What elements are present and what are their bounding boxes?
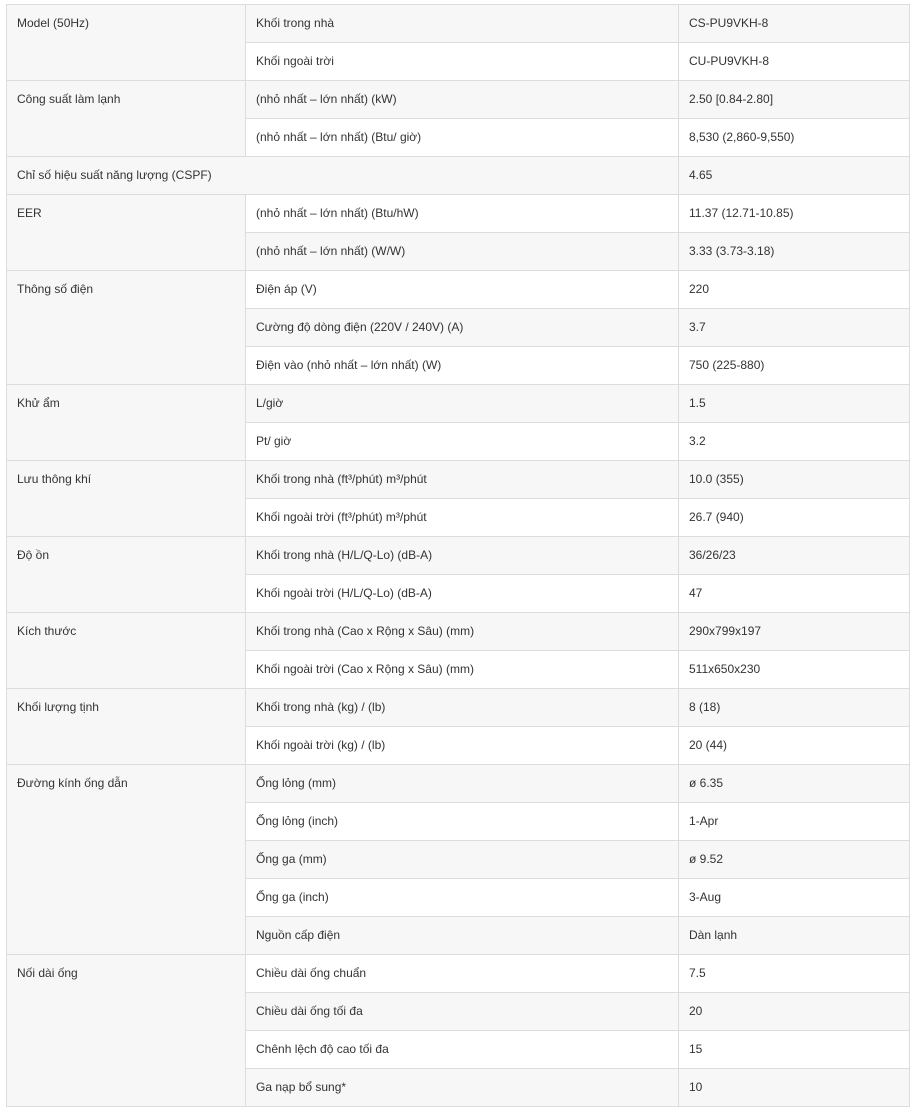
spec-item-value: 15 xyxy=(679,1031,910,1069)
spec-group-label: Công suất làm lạnh xyxy=(7,81,246,157)
table-row xyxy=(7,271,910,309)
spec-item-label: Ống ga (mm) xyxy=(246,841,679,879)
spec-group-label: Nối dài ống xyxy=(7,955,246,1107)
table-row xyxy=(7,955,910,993)
spec-group-label: Kích thước xyxy=(7,613,246,689)
spec-item-label: Khối ngoài trời (kg) / (lb) xyxy=(246,727,679,765)
spec-group-label: Model (50Hz) xyxy=(7,5,246,81)
spec-item-value: 3.33 (3.73-3.18) xyxy=(679,233,910,271)
spec-item-label: (nhỏ nhất – lớn nhất) (Btu/hW) xyxy=(246,195,679,233)
spec-item-value: 1.5 xyxy=(679,385,910,423)
spec-item-value: 8,530 (2,860-9,550) xyxy=(679,119,910,157)
spec-item-value: Dàn lạnh xyxy=(679,917,910,955)
spec-item-label: (nhỏ nhất – lớn nhất) (W/W) xyxy=(246,233,679,271)
spec-item-value: 3-Aug xyxy=(679,879,910,917)
spec-group-label: Đường kính ống dẫn xyxy=(7,765,246,955)
table-row xyxy=(7,5,910,43)
spec-item-label: Ống ga (inch) xyxy=(246,879,679,917)
spec-item-value: CU-PU9VKH-8 xyxy=(679,43,910,81)
table-row xyxy=(7,461,910,499)
spec-item-value: ø 9.52 xyxy=(679,841,910,879)
spec-group-label: Khối lượng tịnh xyxy=(7,689,246,765)
spec-item-value: ø 6.35 xyxy=(679,765,910,803)
spec-item-label: Nguồn cấp điện xyxy=(246,917,679,955)
spec-item-value: 220 xyxy=(679,271,910,309)
spec-item-value: 2.50 [0.84-2.80] xyxy=(679,81,910,119)
spec-item-label: Khối ngoài trời (ft³/phút) m³/phút xyxy=(246,499,679,537)
spec-item-label: Khối ngoài trời (Cao x Rộng x Sâu) (mm) xyxy=(246,651,679,689)
spec-item-value: 1-Apr xyxy=(679,803,910,841)
spec-item-value: 47 xyxy=(679,575,910,613)
spec-item-value: 7.5 xyxy=(679,955,910,993)
spec-item-value: 3.7 xyxy=(679,309,910,347)
spec-item-value: 3.2 xyxy=(679,423,910,461)
spec-item-label: Khối trong nhà (H/L/Q-Lo) (dB-A) xyxy=(246,537,679,575)
spec-table xyxy=(6,4,910,1107)
spec-item-label: Khối trong nhà (ft³/phút) m³/phút xyxy=(246,461,679,499)
spec-item-value: 8 (18) xyxy=(679,689,910,727)
spec-item-label: Khối trong nhà (Cao x Rộng x Sâu) (mm) xyxy=(246,613,679,651)
table-row xyxy=(7,765,910,803)
spec-item-value: 10.0 (355) xyxy=(679,461,910,499)
spec-item-value: 10 xyxy=(679,1069,910,1107)
table-row xyxy=(7,689,910,727)
table-row xyxy=(7,81,910,119)
spec-item-value: 36/26/23 xyxy=(679,537,910,575)
spec-item-label: Chiều dài ống chuẩn xyxy=(246,955,679,993)
spec-item-label: Khối trong nhà xyxy=(246,5,679,43)
spec-item-label: (nhỏ nhất – lớn nhất) (kW) xyxy=(246,81,679,119)
spec-table-body xyxy=(7,5,910,1107)
spec-item-label: (nhỏ nhất – lớn nhất) (Btu/ giờ) xyxy=(246,119,679,157)
spec-item-label: Cường độ dòng điện (220V / 240V) (A) xyxy=(246,309,679,347)
spec-item-label: Chiều dài ống tối đa xyxy=(246,993,679,1031)
spec-item-value: 750 (225-880) xyxy=(679,347,910,385)
spec-item-value: 11.37 (12.71-10.85) xyxy=(679,195,910,233)
spec-item-label: Pt/ giờ xyxy=(246,423,679,461)
table-row xyxy=(7,537,910,575)
spec-group-label: Lưu thông khí xyxy=(7,461,246,537)
spec-item-label: Khối ngoài trời (H/L/Q-Lo) (dB-A) xyxy=(246,575,679,613)
spec-group-label: EER xyxy=(7,195,246,271)
spec-item-label: Điện vào (nhỏ nhất – lớn nhất) (W) xyxy=(246,347,679,385)
spec-item-label: Khối ngoài trời xyxy=(246,43,679,81)
spec-item-label: Ống lỏng (mm) xyxy=(246,765,679,803)
table-row xyxy=(7,613,910,651)
spec-item-label: Chênh lệch độ cao tối đa xyxy=(246,1031,679,1069)
spec-item-value: CS-PU9VKH-8 xyxy=(679,5,910,43)
table-row xyxy=(7,157,910,195)
spec-item-value: 4.65 xyxy=(679,157,910,195)
spec-group-label: Chỉ số hiệu suất năng lượng (CSPF) xyxy=(7,157,679,195)
spec-item-value: 290x799x197 xyxy=(679,613,910,651)
spec-group-label: Độ ồn xyxy=(7,537,246,613)
spec-item-label: Khối trong nhà (kg) / (lb) xyxy=(246,689,679,727)
spec-group-label: Thông số điện xyxy=(7,271,246,385)
spec-item-value: 26.7 (940) xyxy=(679,499,910,537)
spec-item-value: 20 (44) xyxy=(679,727,910,765)
table-row xyxy=(7,195,910,233)
spec-item-label: Ga nạp bổ sung* xyxy=(246,1069,679,1107)
spec-item-label: Ống lỏng (inch) xyxy=(246,803,679,841)
spec-item-label: Điện áp (V) xyxy=(246,271,679,309)
table-row xyxy=(7,385,910,423)
spec-item-value: 511x650x230 xyxy=(679,651,910,689)
spec-item-value: 20 xyxy=(679,993,910,1031)
spec-item-label: L/giờ xyxy=(246,385,679,423)
spec-group-label: Khử ẩm xyxy=(7,385,246,461)
